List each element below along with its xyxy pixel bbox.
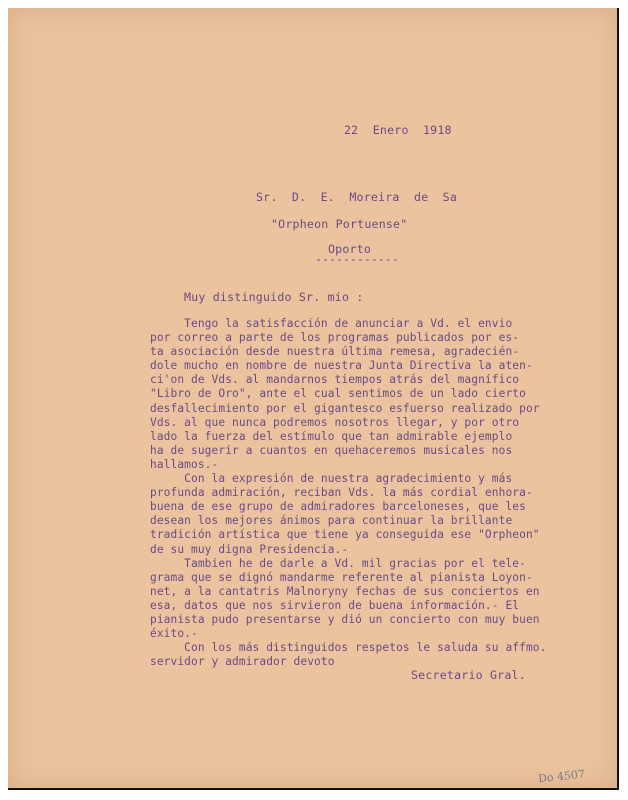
body-line: Tambien he de darle a Vd. mil gracias por el tele- [150, 556, 526, 570]
body-line: dole mucho en nombre de nuestra Junta Directiva la aten- [150, 359, 533, 373]
signature: Secretario Gral. [411, 668, 526, 682]
body-line: Con los más distinguidos respetos le saluda su affmo. [150, 641, 547, 655]
salutation: Muy distinguido Sr. mio : [184, 290, 364, 304]
body-line: servidor y admirador devoto [150, 655, 335, 669]
body-line: Con la expresión de nuestra agradecimiento y más [150, 472, 513, 486]
body-line: "Libro de Oro", ante el cual sentimos de un lado cierto [150, 387, 526, 401]
body-line: ha de sugerir a cuantos en quehaceremos musicales nos [150, 443, 513, 457]
body-line: por correo a parte de los programas publicados por es- [150, 331, 520, 345]
body-line: net, a la cantatris Malnoryny fechas de sus conciertos en [150, 584, 540, 598]
archive-mark: Do 4507 [537, 767, 586, 786]
recipient-organization: "Orpheon Portuense" [271, 217, 408, 231]
recipient-name: Sr. D. E. Moreira de Sa [256, 190, 458, 204]
body-line: desean los mejores ánimos para continuar la brillante [150, 514, 513, 528]
city-underline: ------------ [315, 252, 399, 266]
body-line: Vds. al que nunca podremos nosotros llegar, y por otro [150, 415, 520, 429]
letter-date: 22 Enero 1918 [344, 123, 452, 137]
body-line: hallamos.- [150, 457, 219, 471]
body-line: ci'on de Vds. al mandarnos tiempos atrás del magnífico [150, 373, 520, 387]
letter-body [150, 317, 620, 669]
body-line: éxito.- [150, 627, 198, 641]
body-line: pianista pudo presentarse y dió un concierto con muy buen [150, 612, 540, 626]
body-line: grama que se dignó mandarme referente al pianista Loyon- [150, 570, 533, 584]
letter-page [8, 8, 619, 790]
body-line: profunda admiración, reciban Vds. la más cordial enhora- [150, 486, 533, 500]
body-line: Tengo la satisfacción de anunciar a Vd. el envio [150, 317, 513, 330]
body-line: esa, datos que nos sirvieron de buena información.- El [150, 598, 520, 612]
body-line: ta asociación desde nuestra última remesa, agradecién- [150, 345, 520, 359]
body-line: buena de ese grupo de admiradores barceloneses, que les [150, 500, 526, 514]
body-line: lado la fuerza del estímulo que tan admirable ejemplo [150, 429, 513, 443]
body-line: desfallecimiento por el gigantesco esfuerso realizado por [150, 401, 540, 415]
body-line: tradición artística que tiene ya conseguida ese "Orpheon" [150, 528, 540, 542]
recipient-city: Oporto [328, 242, 372, 256]
body-line: de su muy digna Presidencia.- [150, 542, 349, 556]
